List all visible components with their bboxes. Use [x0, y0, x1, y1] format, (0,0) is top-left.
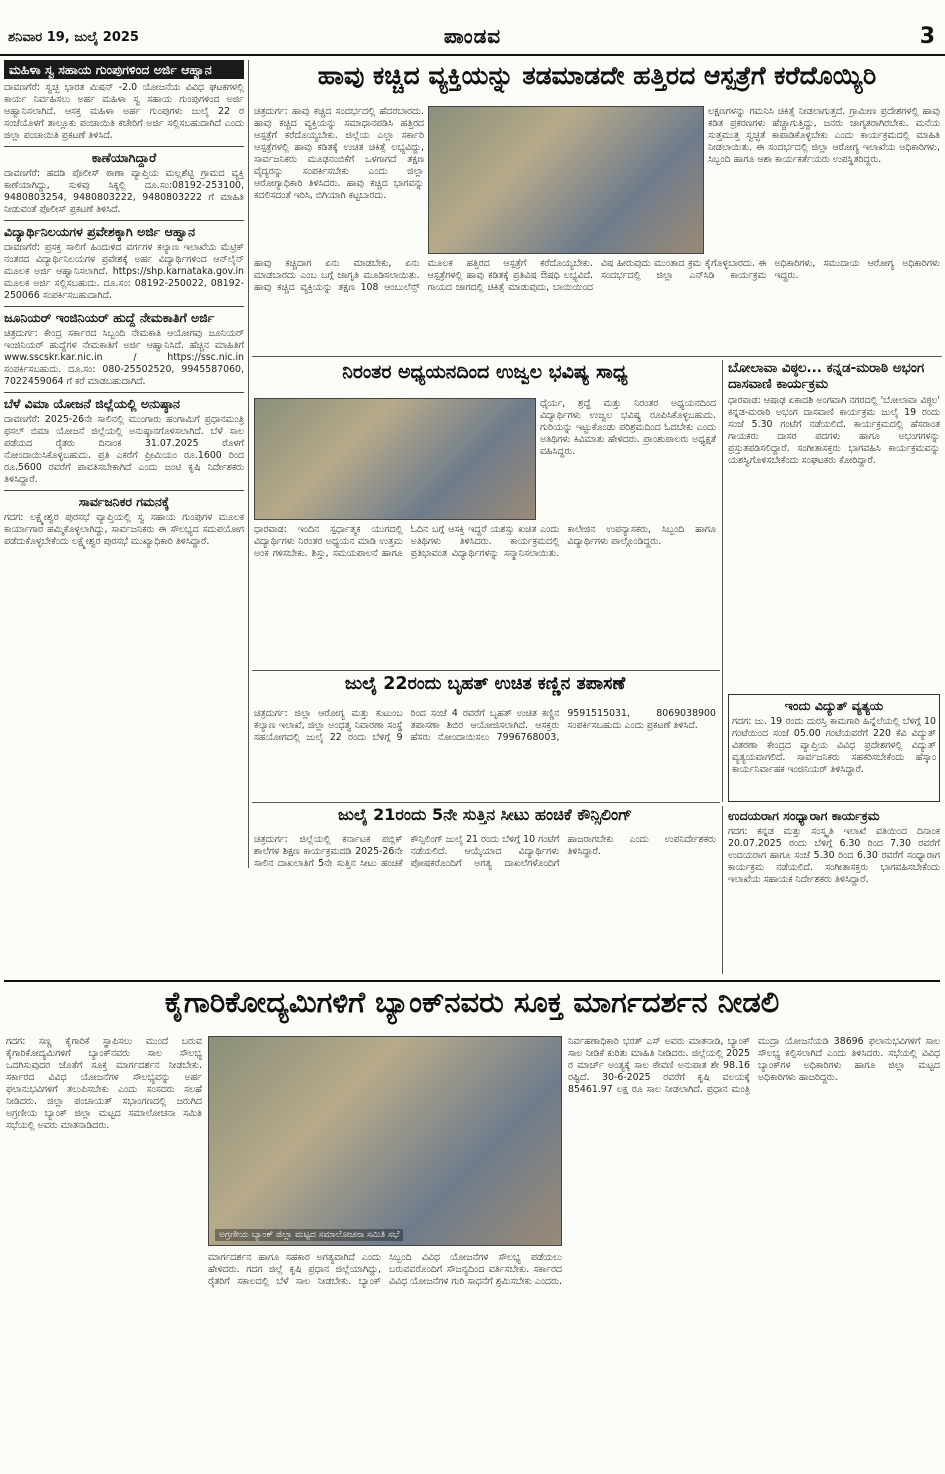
- brief-headline: ವಿದ್ಯಾರ್ಥಿನಿಲಯಗಳ ಪ್ರವೇಶಕ್ಕಾಗಿ ಅರ್ಜಿ ಆಹ್ವಾನ: [4, 224, 196, 239]
- study-photo: [254, 398, 536, 520]
- study-text-right: ಧೈರ್ಯ, ಶ್ರದ್ಧೆ ಮತ್ತು ನಿರಂತರ ಅಧ್ಯಯನದಿಂದ ವಿದ್ಯಾರ್ಥಿಗಳು ಉಜ್ವಲ ಭವಿಷ್ಯ ರೂಪಿಸಿಕೊಳ್ಳಬಹುದು. ಗುರಿಯನ್ನು ಇಟ್ಟುಕೊಂಡು ಪರಿಶ್ರಮದಿಂದ ಓದಬೇಕು ಎಂದು ಅತಿಥಿಗಳು ಕಿವಿಮಾತು ಹೇಳಿದರು. ಪ್ರಾಂಶುಪಾಲರು ಅಧ್ಯಕ್ಷತೆ ವಹಿಸಿದ್ದರು.: [540, 398, 716, 457]
- counselling-headline: ಜುಲೈ 21ರಂದು 5ನೇ ಸುತ್ತಿನ ಸೀಟು ಹಂಚಿಕೆ ಕೌನ್ಸಿಲಿಂಗ್: [338, 806, 632, 824]
- brief-public: [4, 494, 244, 548]
- brief-text: ದಾವಣಗೆರೆ: ಪ್ರಸಕ್ತ ಸಾಲಿಗೆ ಹಿಂದುಳಿದ ವರ್ಗಗಳ ಕಲ್ಯಾಣ ಇಲಾಖೆಯ ಮೆಟ್ರಿಕ್ ನಂತರದ ವಿದ್ಯಾರ್ಥಿನಿಲಯಗಳ ಪ್ರವೇಶಕ್ಕೆ ಅರ್ಹ ವಿದ್ಯಾರ್ಥಿಗಳಿಂದ ಆನ್‌ಲೈನ್ ಮೂಲಕ ಅರ್ಜಿ ಆಹ್ವಾನಿಸಲಾಗಿದೆ. https://shp.karnataka.gov.in ಮೂಲಕ ಅರ್ಜಿ ಸಲ್ಲಿಸಬಹುದು. ದೂ.ಸಂ: 08192-250022, 08192-250066 ಸಂಪರ್ಕಿಸಬಹುದಾಗಿದೆ.: [4, 242, 244, 301]
- brief-text: ದಾವಣಗೆರೆ: ಸ್ವಚ್ಛ ಭಾರತ ಮಿಷನ್ -2.0 ಯೋಜನೆಯ ವಿವಿಧ ಘಟಕಗಳಲ್ಲಿ ಕಾರ್ಯ ನಿರ್ವಹಿಸಲು ಅರ್ಹ ಮಹಿಳಾ ಸ್ವ ಸಹಾಯ ಗುಂಪುಗಳಿಂದ ಅರ್ಜಿ ಆಹ್ವಾನಿಸಲಾಗಿದೆ. ಆಸಕ್ತ ಮಹಿಳಾ ಅರ್ಹ ಗುಂಪುಗಳು ಜುಲೈ 22 ರ ಸಂಜೆಯೊಳಗೆ ತಾಲ್ಲೂಕು ಪಂಚಾಯಿತಿ ಕಚೇರಿಗೆ ಅರ್ಜಿ ಸಲ್ಲಿಸಬಹುದಾಗಿದೆ ಎಂದು ಜಿಲ್ಲಾ ಪಂಚಾಯಿತಿ ಪ್ರಕಟಣೆ ತಿಳಿಸಿದೆ.: [4, 82, 244, 141]
- brief-headline: ಕಾಣೆಯಾಗಿದ್ದಾರೆ: [91, 150, 157, 165]
- page-number: 3: [919, 24, 935, 49]
- brief-headline: ಮಹಿಳಾ ಸ್ವ ಸಹಾಯ ಗುಂಪುಗಳಿಂದ ಅರ್ಜಿ ಆಹ್ವಾನ: [4, 60, 244, 79]
- bottom-text-right: ನಿರ್ವಹಣಾಧಿಕಾರಿ ಭರತ್ ಎಸ್ ಅವರು ಮಾತನಾಡಿ, ಬ್ಯಾಂಕ್ ಸಾಲ ನೀಡಿಕೆ ಕುರಿತು ಮಾಹಿತಿ ನೀಡಿದರು. ಜಿಲ್ಲೆಯಲ್ಲಿ 2025 ರ ಮಾರ್ಚ್ ಅಂತ್ಯಕ್ಕೆ ಸಾಲ ಠೇವಣಿ ಅನುಪಾತ ಶೇ 98.16 ರಷ್ಟಿದೆ. 30-6-2025 ರವರೆಗೆ ಕೃಷಿ ವಲಯಕ್ಕೆ 85461.97 ಲಕ್ಷ ರೂ ಸಾಲ ನೀಡಲಾಗಿದೆ. ಪ್ರಧಾನ ಮಂತ್ರಿ ಮುದ್ರಾ ಯೋಜನೆಯಡಿ 38696 ಫಲಾನುಭವಿಗಳಿಗೆ ಸಾಲ ಸೌಲಭ್ಯ ಕಲ್ಪಿಸಲಾಗಿದೆ ಎಂದು ತಿಳಿಸಿದರು. ಸಭೆಯಲ್ಲಿ ವಿವಿಧ ಬ್ಯಾಂಕ್‌ಗಳ ಅಧಿಕಾರಿಗಳು ಹಾಗೂ ಜಿಲ್ಲಾ ಮಟ್ಟದ ಅಧಿಕಾರಿಗಳು ಹಾಜರಿದ್ದರು.: [568, 1036, 940, 1095]
- bhajan-story: [728, 360, 940, 688]
- brief-hostel: [4, 224, 244, 302]
- bottom-headline: ಕೈಗಾರಿಕೋದ್ಯಮಿಗಳಿಗೆ ಬ್ಯಾಂಕ್‌ನವರು ಸೂಕ್ತ ಮಾರ್ಗದರ್ಶನ ನೀಡಲಿ: [164, 986, 780, 1019]
- eye-text: ಚಿತ್ರದುರ್ಗ: ಜಿಲ್ಲಾ ಆರೋಗ್ಯ ಮತ್ತು ಕುಟುಂಬ ಕಲ್ಯಾಣ ಇಲಾಖೆ, ಜಿಲ್ಲಾ ಅಂಧತ್ವ ನಿವಾರಣಾ ಸಂಸ್ಥೆ ಸಹಯೋಗದಲ್ಲಿ ಜುಲೈ 22 ರಂದು ಬೆಳಿಗ್ಗೆ 9 ರಿಂದ ಸಂಜೆ 4 ರವರೆಗೆ ಬೃಹತ್ ಉಚಿತ ಕಣ್ಣಿನ ತಪಾಸಣಾ ಶಿಬಿರ ಆಯೋಜಿಸಲಾಗಿದೆ. ಆಸಕ್ತರು ಹೆಸರು ನೋಂದಾಯಿಸಲು 7996768003, 9591515031, 8069038900 ಸಂಪರ್ಕಿಸಬಹುದು ಎಂದು ಪ್ರಕಟಣೆ ತಿಳಿಸಿದೆ.: [254, 708, 716, 743]
- brief-text: ದಾವಣಗೆರೆ: 2025-26ನೇ ಸಾಲಿನಲ್ಲಿ ಮುಂಗಾರು ಹಂಗಾಮಿಗೆ ಪ್ರಧಾನಮಂತ್ರಿ ಫಸಲ್ ಬಿಮಾ ಯೋಜನೆ ಜಿಲ್ಲೆಯಲ್ಲಿ ಅನುಷ್ಠಾನಗೊಳಿಸಲಾಗಿದೆ. ಬೆಳೆ ಸಾಲ ಪಡೆಯದ ರೈತರು ದಿನಾಂಕ 31.07.2025 ರೊಳಗೆ ನೋಂದಾಯಿಸಿಕೊಳ್ಳಬಹುದು. ಪ್ರತಿ ಎಕರೆಗೆ ಪ್ರೀಮಿಯಂ ರೂ.1600 ರಿಂದ ರೂ.5600 ರವರೆಗೆ ಪಾವತಿಸಬೇಕಾಗಿದೆ ಎಂದು ಜಂಟಿ ಕೃಷಿ ನಿರ್ದೇಶಕರು ತಿಳಿಸಿದ್ದಾರೆ.: [4, 414, 244, 485]
- brief-headline: ಬೆಳೆ ವಿಮಾ ಯೋಜನೆ ಜಿಲ್ಲೆಯಲ್ಲಿ ಅನುಷ್ಠಾನ: [4, 396, 180, 411]
- bottom-photo: [208, 1036, 562, 1246]
- yoga-headline: ಉದಯರಾಗ ಸಂಧ್ಯಾರಾಗ ಕಾರ್ಯಕ್ರಮ: [728, 808, 880, 823]
- study-text-bottom: ಧಾರವಾಡ: ಇಂದಿನ ಸ್ಪರ್ಧಾತ್ಮಕ ಯುಗದಲ್ಲಿ ವಿದ್ಯಾರ್ಥಿಗಳು ನಿರಂತರ ಅಧ್ಯಯನ ಮಾಡಿ ಉತ್ತಮ ಅಂಕ ಗಳಿಸಬೇಕು. ಶಿಸ್ತು, ಸಮಯಪಾಲನೆ ಹಾಗೂ ಓದಿನ ಬಗ್ಗೆ ಆಸಕ್ತಿ ಇದ್ದರೆ ಯಶಸ್ಸು ಖಚಿತ ಎಂದು ಅತಿಥಿಗಳು ತಿಳಿಸಿದರು. ಕಾರ್ಯಕ್ರಮದಲ್ಲಿ ಪ್ರತಿಭಾವಂತ ವಿದ್ಯಾರ್ಥಿಗಳನ್ನು ಸನ್ಮಾನಿಸಲಾಯಿತು. ಕಾಲೇಜಿನ ಉಪನ್ಯಾಸಕರು, ಸಿಬ್ಬಂದಿ ಹಾಗೂ ವಿದ್ಯಾರ್ಥಿಗಳು ಪಾಲ್ಗೊಂಡಿದ್ದರು.: [254, 524, 716, 559]
- power-story: [728, 694, 940, 802]
- brief-engineer: [4, 310, 244, 388]
- eye-headline: ಜುಲೈ 22ರಂದು ಬೃಹತ್ ಉಚಿತ ಕಣ್ಣಿನ ತಪಾಸಣೆ: [344, 674, 626, 694]
- brief-missing: [4, 150, 244, 216]
- lead-text-right: ಲಕ್ಷಣಗಳನ್ನು ಗಮನಿಸಿ ಚಿಕಿತ್ಸೆ ನೀಡಲಾಗುತ್ತದೆ. ಗ್ರಾಮೀಣ ಪ್ರದೇಶಗಳಲ್ಲಿ ಹಾವು ಕಡಿತ ಪ್ರಕರಣಗಳು ಹೆಚ್ಚಾಗುತ್ತಿದ್ದು, ಜನರು ಜಾಗೃತರಾಗಿರಬೇಕು. ಮನೆಯ ಸುತ್ತಮುತ್ತ ಸ್ವಚ್ಛತೆ ಕಾಪಾಡಿಕೊಳ್ಳಬೇಕು ಎಂದು ಕಾರ್ಯಕ್ರಮದಲ್ಲಿ ಮಾಹಿತಿ ನೀಡಲಾಯಿತು. ಈ ಸಂದರ್ಭದಲ್ಲಿ ಜಿಲ್ಲಾ ಆರೋಗ್ಯ ಇಲಾಖೆಯ ಅಧಿಕಾರಿಗಳು, ಸಿಬ್ಬಂದಿ ಹಾಗೂ ಆಶಾ ಕಾರ್ಯಕರ್ತೆಯರು ಉಪಸ್ಥಿತರಿದ್ದರು.: [708, 106, 940, 165]
- yoga-text: ಗದಗ: ಕನ್ನಡ ಮತ್ತು ಸಂಸ್ಕೃತಿ ಇಲಾಖೆ ವತಿಯಿಂದ ದಿನಾಂಕ 20.07.2025 ರಂದು ಬೆಳಿಗ್ಗೆ 6.30 ರಿಂದ 7.30 ರವರೆಗೆ ಉದಯರಾಗ ಹಾಗೂ ಸಂಜೆ 5.30 ರಿಂದ 6.30 ರವರೆಗೆ ಸಂಧ್ಯಾರಾಗ ಕಾರ್ಯಕ್ರಮ ನಡೆಯಲಿದೆ. ಸಂಗೀತಾಸಕ್ತರು ಭಾಗವಹಿಸಬೇಕೆಂದು ಇಲಾಖೆಯ ಸಹಾಯಕ ನಿರ್ದೇಶಕರು ತಿಳಿಸಿದ್ದಾರೆ.: [728, 826, 940, 885]
- study-headline: ನಿರಂತರ ಅಧ್ಯಯನದಿಂದ ಉಜ್ವಲ ಭವಿಷ್ಯ ಸಾಧ್ಯ: [342, 362, 628, 383]
- lead-headline: ಹಾವು ಕಚ್ಚಿದ ವ್ಯಕ್ತಿಯನ್ನು ತಡಮಾಡದೇ ಹತ್ತಿರದ ಆಸ್ಪತ್ರೆಗೆ ಕರೆದೊಯ್ಯಿರಿ: [317, 62, 877, 90]
- issue-date: ಶನಿವಾರ 19, ಜುಲೈ 2025: [8, 30, 139, 45]
- brief-headline: ಸಾರ್ವಜನಿಕರ ಗಮನಕ್ಕೆ: [78, 494, 170, 509]
- left-column: [4, 60, 244, 868]
- bottom-text-mid: ಮಾರ್ಗದರ್ಶನ ಹಾಗೂ ಸಹಕಾರ ಅಗತ್ಯವಾಗಿದೆ ಎಂದು ಹೇಳಿದರು. ಗದಗ ಜಿಲ್ಲೆ ಕೃಷಿ ಪ್ರಧಾನ ಜಿಲ್ಲೆಯಾಗಿದ್ದು, ರೈತರಿಗೆ ಸಕಾಲದಲ್ಲಿ ಬೆಳೆ ಸಾಲ ನೀಡಬೇಕು. ಬ್ಯಾಂಕ್ ಸಿಬ್ಬಂದಿ ವಿವಿಧ ಯೋಜನೆಗಳ ಸೌಲಭ್ಯ ಪಡೆಯಲು ಬರುವವರೊಂದಿಗೆ ಸೌಜನ್ಯದಿಂದ ವರ್ತಿಸಬೇಕು. ಸರ್ಕಾರದ ವಿವಿಧ ಯೋಜನೆಗಳ ಗುರಿ ಸಾಧನೆಗೆ ಶ್ರಮಿಸಬೇಕು ಎಂದರು.: [208, 1252, 562, 1287]
- brief-text: ದಾವಣಗೆರೆ: ಹದಡಿ ಪೊಲೀಸ್ ಠಾಣಾ ವ್ಯಾಪ್ತಿಯ ಮಲ್ಲಶೆಟ್ಟಿ ಗ್ರಾಮದ ವ್ಯಕ್ತಿ ಕಾಣೆಯಾಗಿದ್ದು, ಸುಳಿವು ಸಿಕ್ಕಲ್ಲಿ ದೂ.ಸಂ:08192-253100, 9480803254, 9480803222, 9480803222 ಗೆ ಮಾಹಿತಿ ನೀಡುವಂತೆ ಪೊಲೀಸ್ ಪ್ರಕಟಣೆ ತಿಳಿಸಿದೆ.: [4, 168, 244, 215]
- masthead: [0, 0, 945, 56]
- power-text: ಗದಗ: ಜು. 19 ರಂದು ದುರಸ್ತಿ ಕಾಮಗಾರಿ ಹಿನ್ನೆಲೆಯಲ್ಲಿ ಬೆಳಿಗ್ಗೆ 10 ಗಂಟೆಯಿಂದ ಸಂಜೆ 05.00 ಗಂಟೆಯವರೆಗೆ 220 ಕೆವಿ ವಿದ್ಯುತ್ ವಿತರಣಾ ಕೇಂದ್ರದ ವ್ಯಾಪ್ತಿಯ ವಿವಿಧ ಪ್ರದೇಶಗಳಲ್ಲಿ ವಿದ್ಯುತ್ ವ್ಯತ್ಯಯವಾಗಲಿದೆ. ಸಾರ್ವಜನಿಕರು ಸಹಕರಿಸಬೇಕೆಂದು ಹೆಸ್ಕಾಂ ಕಾರ್ಯನಿರ್ವಾಹಕ ಇಂಜಿನಿಯರ್ ತಿಳಿಸಿದ್ದಾರೆ.: [732, 716, 936, 775]
- lead-photo: [428, 106, 704, 254]
- brief-text: ಗದಗ: ಲಕ್ಷ್ಮೇಶ್ವರ ಪುರಸಭೆ ವ್ಯಾಪ್ತಿಯಲ್ಲಿ ಸ್ವ ಸಹಾಯ ಗುಂಪುಗಳ ಮೂಲಕ ಕಾರ್ಯಾಗಾರ ಹಮ್ಮಿಕೊಳ್ಳಲಾಗಿದ್ದು, ಸಾರ್ವಜನಿಕರು ಈ ಸೌಲಭ್ಯದ ಸದುಪಯೋಗ ಪಡೆದುಕೊಳ್ಳಬೇಕೆಂದು ಲಕ್ಷ್ಮೇಶ್ವರ ಪುರಸಭೆ ಮುಖ್ಯಾಧಿಕಾರಿ ತಿಳಿಸಿದ್ದಾರೆ.: [4, 512, 244, 547]
- power-headline: ಇಂದು ವಿದ್ಯುತ್ ವ್ಯತ್ಯಯ: [784, 698, 884, 713]
- lead-text-left: ಚಿತ್ರದುರ್ಗ: ಹಾವು ಕಚ್ಚಿದ ಸಂದರ್ಭದಲ್ಲಿ ಹೆದರಬಾರದು. ಹಾವು ಕಚ್ಚಿದ ವ್ಯಕ್ತಿಯನ್ನು ಸಮಾಧಾನಪಡಿಸಿ ಹತ್ತಿರದ ಆಸ್ಪತ್ರೆಗೆ ಕರೆದೊಯ್ಯಬೇಕು. ಜಿಲ್ಲೆಯ ಎಲ್ಲಾ ಸರ್ಕಾರಿ ಆಸ್ಪತ್ರೆಗಳಲ್ಲಿ ಹಾವು ಕಡಿತಕ್ಕೆ ಉಚಿತ ಚಿಕಿತ್ಸೆ ಲಭ್ಯವಿದ್ದು, ಸಾರ್ವಜನಿಕರು ಮೂಢನಂಬಿಕೆಗೆ ಒಳಗಾಗದೆ ತಕ್ಷಣ ವೈದ್ಯರನ್ನು ಸಂಪರ್ಕಿಸಬೇಕು ಎಂದು ಜಿಲ್ಲಾ ಆರೋಗ್ಯಾಧಿಕಾರಿ ತಿಳಿಸಿದರು. ಹಾವು ಕಚ್ಚಿದ ಭಾಗವನ್ನು ಕದಲಿಸದಂತೆ ಇರಿಸಿ, ಬಿಗಿಯಾಗಿ ಕಟ್ಟಬಾರದು.: [254, 106, 424, 201]
- photo-caption: ಅಗ್ರಣೀಯ ಬ್ಯಾಂಕ್ ಜಿಲ್ಲಾ ಮಟ್ಟದ ಸಮಾಲೋಚನಾ ಸಮಿತಿ ಸಭೆ: [215, 1229, 403, 1241]
- yoga-story: [728, 808, 940, 980]
- brief-headline: ಜೂನಿಯರ್ ಇಂಜಿನಿಯರ್ ಹುದ್ದೆ ನೇಮಕಾತಿಗೆ ಅರ್ಜಿ: [4, 310, 215, 325]
- newspaper-title: ಪಾಂಡವ: [443, 24, 502, 48]
- bhajan-headline: ಬೋಲಾವಾ ವಿಠ್ಠಲ... ಕನ್ನಡ-ಮರಾಠಿ ಅಭಂಗ ದಾಸವಾಣಿ ಕಾರ್ಯಕ್ರಮ: [728, 360, 925, 393]
- brief-text: ಚಿತ್ರದುರ್ಗ: ಕೇಂದ್ರ ಸರ್ಕಾರದ ಸಿಬ್ಬಂದಿ ನೇಮಕಾತಿ ಆಯೋಗವು ಜೂನಿಯರ್ ಇಂಜಿನಿಯರ್ ಹುದ್ದೆಗಳ ನೇಮಕಾತಿಗೆ ಅರ್ಜಿ ಆಹ್ವಾನಿಸಿದೆ. ಹೆಚ್ಚಿನ ಮಾಹಿತಿಗೆ www.sscskr.kar.nic.in / https://ssc.nic.in ಸಂಪರ್ಕಿಸಬಹುದು. ದೂ.ಸಂ: 080-25502520, 9945587060, 7022459064 ಗೆ ಕರೆ ಮಾಡಬಹುದಾಗಿದೆ.: [4, 328, 244, 387]
- lead-text-bottom: ಹಾವು ಕಚ್ಚಿದಾಗ ಏನು ಮಾಡಬೇಕು, ಏನು ಮಾಡಬಾರದು ಎಂಬ ಬಗ್ಗೆ ಜಾಗೃತಿ ಮೂಡಿಸಲಾಯಿತು. ಹಾವು ಕಚ್ಚಿದ ವ್ಯಕ್ತಿಯನ್ನು ತಕ್ಷಣ 108 ಆಂಬುಲೆನ್ಸ್ ಮೂಲಕ ಹತ್ತಿರದ ಆಸ್ಪತ್ರೆಗೆ ಕರೆದೊಯ್ಯಬೇಕು. ಆಸ್ಪತ್ರೆಗಳಲ್ಲಿ ಹಾವು ಕಡಿತಕ್ಕೆ ಪ್ರತಿವಿಷ ಔಷಧಿ ಲಭ್ಯವಿದೆ. ಗಾಯದ ಜಾಗದಲ್ಲಿ ಚಿಕಿತ್ಸೆ ಮಾಡುವುದು, ಬಾಯಿಯಿಂದ ವಿಷ ಹೀರುವುದು ಮುಂತಾದ ಕ್ರಮ ಕೈಗೊಳ್ಳಬಾರದು. ಈ ಸಂದರ್ಭದಲ್ಲಿ ಜಿಲ್ಲಾ ಎನ್‌ಸಿಡಿ ಕಾರ್ಯಕ್ರಮ ಅಧಿಕಾರಿಗಳು, ಸಮುದಾಯ ಆರೋಗ್ಯ ಅಧಿಕಾರಿಗಳು ಇದ್ದರು.: [254, 258, 940, 293]
- bottom-text-left: ಗದಗ: ಸಣ್ಣ ಕೈಗಾರಿಕೆ ಸ್ಥಾಪಿಸಲು ಮುಂದೆ ಬರುವ ಕೈಗಾರಿಕೋದ್ಯಮಿಗಳಿಗೆ ಬ್ಯಾಂಕ್‌ನವರು ಸಾಲ ಸೌಲಭ್ಯ ಒದಗಿಸುವುದರ ಜೊತೆಗೆ ಸೂಕ್ತ ಮಾರ್ಗದರ್ಶನ ನೀಡಬೇಕು. ಸರ್ಕಾರದ ವಿವಿಧ ಯೋಜನೆಗಳ ಸೌಲಭ್ಯವನ್ನು ಅರ್ಹ ಫಲಾನುಭವಿಗಳಿಗೆ ತಲುಪಿಸಬೇಕು ಎಂದು ಸಂಸದರು ಸಲಹೆ ನೀಡಿದರು. ಜಿಲ್ಲಾ ಪಂಚಾಯತ್ ಸಭಾಂಗಣದಲ್ಲಿ ಜರುಗಿದ ಅಗ್ರಣೀಯ ಬ್ಯಾಂಕ್ ಜಿಲ್ಲಾ ಮಟ್ಟದ ಸಮಾಲೋಚನಾ ಸಮಿತಿ ಸಭೆಯಲ್ಲಿ ಅವರು ಮಾತನಾಡಿದರು.: [6, 1036, 202, 1131]
- bhajan-text: ಧಾರವಾಡ: ಆಷಾಢ ಏಕಾದಶಿ ಅಂಗವಾಗಿ ನಗರದಲ್ಲಿ 'ಬೋಲಾವಾ ವಿಠ್ಠಲ' ಕನ್ನಡ-ಮರಾಠಿ ಅಭಂಗ ದಾಸವಾಣಿ ಕಾರ್ಯಕ್ರಮ ಜುಲೈ 19 ರಂದು ಸಂಜೆ 5.30 ಗಂಟೆಗೆ ನಡೆಯಲಿದೆ. ಕಾರ್ಯಕ್ರಮದಲ್ಲಿ ಹೆಸರಾಂತ ಗಾಯಕರು ದಾಸರ ಪದಗಳು ಹಾಗೂ ಅಭಂಗಗಳನ್ನು ಪ್ರಸ್ತುತಪಡಿಸಲಿದ್ದಾರೆ. ಸಂಗೀತಾಸಕ್ತರು ಭಾಗವಹಿಸಿ ಕಾರ್ಯಕ್ರಮವನ್ನು ಯಶಸ್ವಿಗೊಳಿಸಬೇಕೆಂದು ಸಂಘಟಕರು ಕೋರಿದ್ದಾರೆ.: [728, 395, 940, 467]
- brief-crop-insurance: [4, 396, 244, 486]
- brief-shg: [4, 60, 244, 142]
- counselling-text: ಚಿತ್ರದುರ್ಗ: ಜಿಲ್ಲೆಯಲ್ಲಿ ಕರ್ನಾಟಕ ಪಬ್ಲಿಕ್ ಶಾಲೆಗಳ ಶಿಕ್ಷಣ ಕಾರ್ಯಕ್ರಮದಡಿ 2025-26ನೇ ಸಾಲಿನ ದಾಖಲಾತಿಗೆ 5ನೇ ಸುತ್ತಿನ ಸೀಟು ಹಂಚಿಕೆ ಕೌನ್ಸಿಲಿಂಗ್ ಜುಲೈ 21 ರಂದು ಬೆಳಿಗ್ಗೆ 10 ಗಂಟೆಗೆ ನಡೆಯಲಿದೆ. ಆಯ್ಕೆಯಾದ ವಿದ್ಯಾರ್ಥಿಗಳು ಪೋಷಕರೊಂದಿಗೆ ಅಗತ್ಯ ದಾಖಲೆಗಳೊಂದಿಗೆ ಹಾಜರಾಗಬೇಕು ಎಂದು ಉಪನಿರ್ದೇಶಕರು ತಿಳಿಸಿದ್ದಾರೆ.: [254, 834, 716, 869]
